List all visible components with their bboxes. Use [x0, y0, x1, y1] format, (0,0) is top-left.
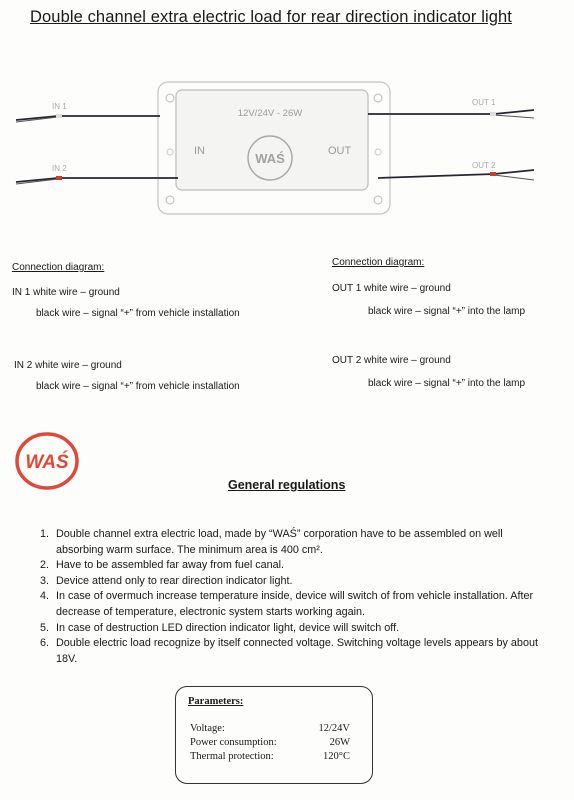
in1-ground-line: IN 1 white wire – ground	[12, 287, 120, 298]
regulations-list	[28, 527, 552, 667]
company-logo	[14, 432, 80, 490]
wire-out1	[368, 110, 534, 114]
logo-text: WAŚ	[25, 452, 69, 473]
param-voltage-value: 12/24V	[318, 723, 350, 734]
parameters-box	[175, 686, 373, 784]
mount-hole	[374, 196, 382, 204]
connection-heading-right: Connection diagram:	[332, 257, 425, 268]
wire-in2-marker	[56, 176, 62, 180]
regulation-item: 2. Have to be assembled far away from fuel canal.	[52, 558, 552, 574]
device-out-label: OUT	[328, 145, 352, 157]
parameters-heading: Parameters:	[188, 696, 244, 707]
device-in-label: IN	[194, 145, 205, 157]
regulation-item: 3. Device attend only to rear direction indicator light.	[52, 574, 552, 590]
wire-out1-label: OUT 1	[472, 98, 496, 107]
regulation-item: 6. Double electric load recognize by itself connected voltage. Switching voltage levels appears by about 18V.	[52, 636, 552, 667]
wire-out2-split	[494, 175, 534, 180]
wire-in1-label: IN 1	[52, 102, 67, 111]
page-title: Double channel extra electric load for rear direction indicator light	[30, 8, 512, 26]
wiring-diagram	[0, 70, 574, 230]
wire-out1-marker	[490, 112, 496, 116]
param-thermal-label: Thermal protection:	[190, 751, 274, 762]
out2-signal-line: black wire – signal “+” into the lamp	[368, 378, 526, 389]
param-power-label: Power consumption:	[190, 737, 277, 748]
mount-hole	[166, 94, 174, 102]
wire-in1-marker	[56, 114, 62, 118]
mount-hole	[375, 149, 381, 155]
device-rating-label: 12V/24V - 26W	[237, 108, 303, 119]
regulation-item: 1. Double channel extra electric load, made by “WAŚ” corporation have to be assembled on well absorbing warm surface. The minimum area is 400 cm².	[52, 527, 552, 558]
regulation-item: 5. In case of destruction LED direction indicator light, device will switch off.	[52, 621, 552, 637]
general-regulations-heading: General regulations	[228, 478, 346, 492]
wire-out2-marker	[490, 172, 496, 176]
wire-in2-label: IN 2	[52, 164, 67, 173]
wire-out2-label: OUT 2	[472, 161, 496, 170]
out2-ground-line: OUT 2 white wire – ground	[332, 355, 451, 366]
mount-hole	[374, 94, 382, 102]
param-power-value: 26W	[329, 737, 350, 748]
mount-hole	[166, 196, 174, 204]
device-box	[176, 90, 368, 190]
param-voltage-label: Voltage:	[190, 723, 225, 734]
in2-ground-line: IN 2 white wire – ground	[14, 360, 122, 371]
mount-hole	[167, 149, 173, 155]
wire-out1-split	[494, 115, 534, 118]
connection-heading-left: Connection diagram:	[12, 262, 105, 273]
in1-signal-line: black wire – signal “+” from vehicle installation	[36, 308, 240, 319]
param-thermal-value: 120°C	[323, 751, 350, 762]
device-logo-text: WAŚ	[255, 151, 285, 166]
out1-signal-line: black wire – signal “+” into the lamp	[368, 306, 526, 317]
in2-signal-line: black wire – signal “+” from vehicle installation	[36, 381, 240, 392]
out1-ground-line: OUT 1 white wire – ground	[332, 283, 451, 294]
regulation-item: 4. In case of overmuch increase temperature inside, device will switch of from vehicle installation. After decrease of temperature, electronic system starts working again.	[52, 589, 552, 620]
